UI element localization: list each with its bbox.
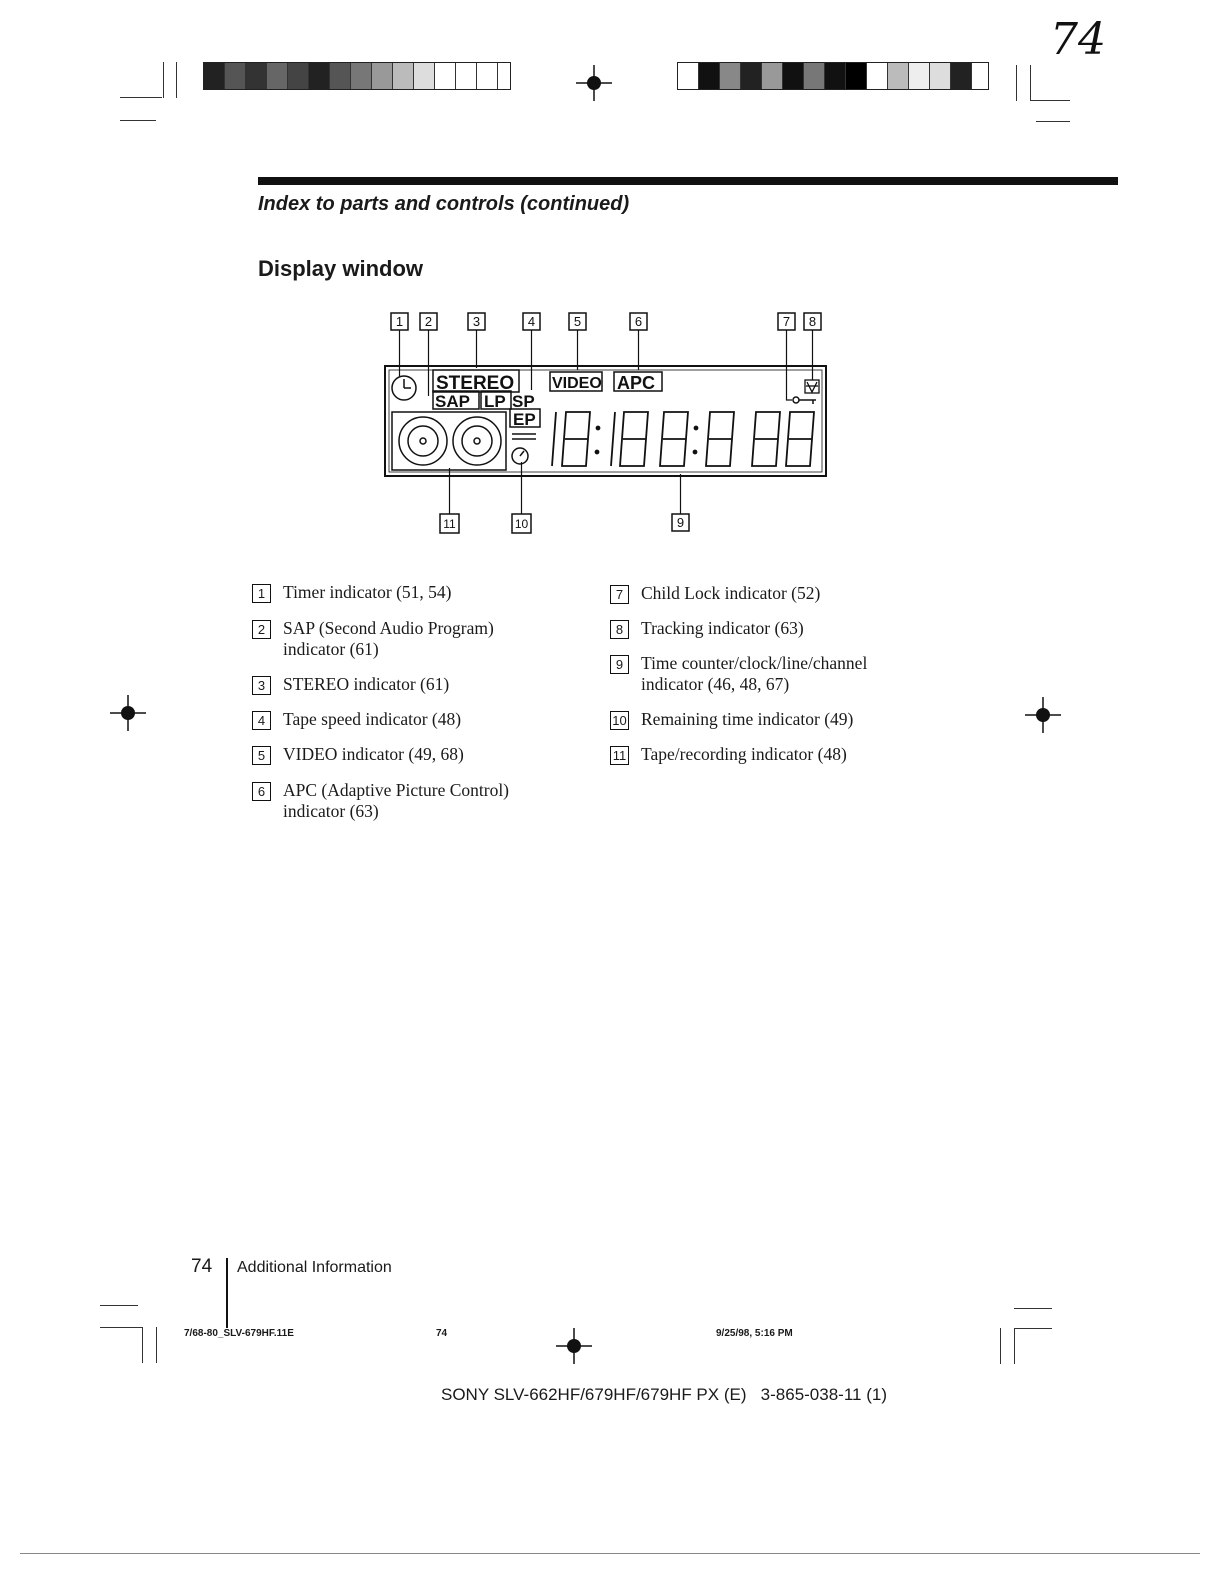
registration-crosshair-icon xyxy=(110,695,146,731)
legend-item: 10 Remaining time indicator (49) xyxy=(610,709,931,730)
remaining-time-icon xyxy=(512,434,536,464)
svg-text:7: 7 xyxy=(782,314,791,329)
svg-text:5: 5 xyxy=(573,314,582,329)
legend-item: 4 Tape speed indicator (48) xyxy=(252,709,573,730)
footer-page-number: 74 xyxy=(191,1256,213,1277)
callout-5 xyxy=(569,313,586,330)
tape-reel-icon xyxy=(399,417,501,465)
svg-text:9: 9 xyxy=(676,515,685,530)
lcd-stereo-label: STEREO xyxy=(436,373,515,394)
crop-mark xyxy=(120,97,162,98)
footer-divider xyxy=(226,1258,228,1328)
timer-indicator-icon xyxy=(392,376,416,400)
svg-text:3: 3 xyxy=(472,314,481,329)
header-rule xyxy=(258,177,1118,185)
time-counter-digits xyxy=(552,412,814,466)
crop-mark xyxy=(1016,65,1017,101)
lcd-sp-label: SP xyxy=(512,392,535,411)
svg-text:2: 2 xyxy=(424,314,433,329)
crop-mark xyxy=(100,1327,142,1328)
crop-mark xyxy=(1014,1328,1015,1364)
legend-item: 7 Child Lock indicator (52) xyxy=(610,583,931,604)
lcd-sap-label: SAP xyxy=(435,392,470,411)
svg-text:4: 4 xyxy=(527,314,536,329)
legend-item: 5 VIDEO indicator (49, 68) xyxy=(252,744,573,765)
crop-mark xyxy=(1014,1328,1052,1329)
lcd-ep-label: EP xyxy=(513,410,536,429)
callout-7 xyxy=(778,313,795,330)
child-lock-icon xyxy=(793,397,816,404)
callout-11 xyxy=(440,514,459,533)
crop-mark xyxy=(1030,65,1031,101)
crop-mark xyxy=(142,1327,143,1363)
legend-item: 3 STEREO indicator (61) xyxy=(252,674,573,695)
crop-mark xyxy=(1036,121,1070,122)
lcd-video-label: VIDEO xyxy=(552,375,602,392)
legend-item: 9 Time counter/clock/line/channel indicator (46, 48, 67) xyxy=(610,653,931,695)
svg-text:11: 11 xyxy=(443,517,456,531)
page-title: Display window xyxy=(258,256,424,281)
registration-crosshair-icon xyxy=(576,65,612,101)
callout-3 xyxy=(468,313,485,330)
crop-mark xyxy=(176,62,177,98)
callout-4 xyxy=(523,313,540,330)
callout-9 xyxy=(672,514,689,531)
footer-date: 9/25/98, 5:16 PM xyxy=(716,1328,793,1339)
callout-10 xyxy=(512,514,531,533)
callout-2 xyxy=(420,313,437,330)
callout-1 xyxy=(391,313,408,330)
callout-8 xyxy=(804,313,821,330)
crop-mark xyxy=(1030,100,1070,101)
legend-item: 2 SAP (Second Audio Program) indicator (61) xyxy=(252,618,538,660)
crop-mark xyxy=(163,62,164,98)
footer-filename: 7/68-80_SLV-679HF.11E xyxy=(184,1328,294,1339)
display-window-diagram xyxy=(380,308,835,540)
crop-mark xyxy=(1000,1328,1001,1364)
legend-item: 6 APC (Adaptive Picture Control) indicator (63) xyxy=(252,780,548,822)
svg-text:1: 1 xyxy=(395,314,404,329)
lcd-lp-label: LP xyxy=(484,392,506,411)
legend-item: 1 Timer indicator (51, 54) xyxy=(252,582,573,603)
crop-mark xyxy=(120,120,156,121)
svg-text:10: 10 xyxy=(514,517,529,531)
crop-mark xyxy=(100,1305,138,1306)
section-heading: Index to parts and controls (continued) xyxy=(258,193,630,215)
bottom-rule xyxy=(20,1553,1200,1554)
crop-mark xyxy=(1014,1308,1052,1309)
registration-strip-right xyxy=(677,62,989,90)
registration-crosshair-icon xyxy=(1025,697,1061,733)
handwritten-page-number: 74 xyxy=(1050,14,1106,65)
registration-strip-left xyxy=(203,62,511,90)
footer-section: Additional Information xyxy=(237,1259,392,1276)
legend-item: 11 Tape/recording indicator (48) xyxy=(610,744,931,765)
crop-mark xyxy=(156,1327,157,1363)
svg-text:8: 8 xyxy=(808,314,817,329)
registration-crosshair-icon xyxy=(556,1328,592,1364)
lcd-apc-label: APC xyxy=(617,373,656,393)
tracking-indicator-icon xyxy=(805,380,819,393)
footer-page-small: 74 xyxy=(436,1328,448,1339)
legend-item: 8 Tracking indicator (63) xyxy=(610,618,931,639)
model-line: SONY SLV-662HF/679HF/679HF PX (E) 3-865-038-11 (1) xyxy=(441,1385,887,1404)
svg-text:6: 6 xyxy=(634,314,643,329)
callout-6 xyxy=(630,313,647,330)
